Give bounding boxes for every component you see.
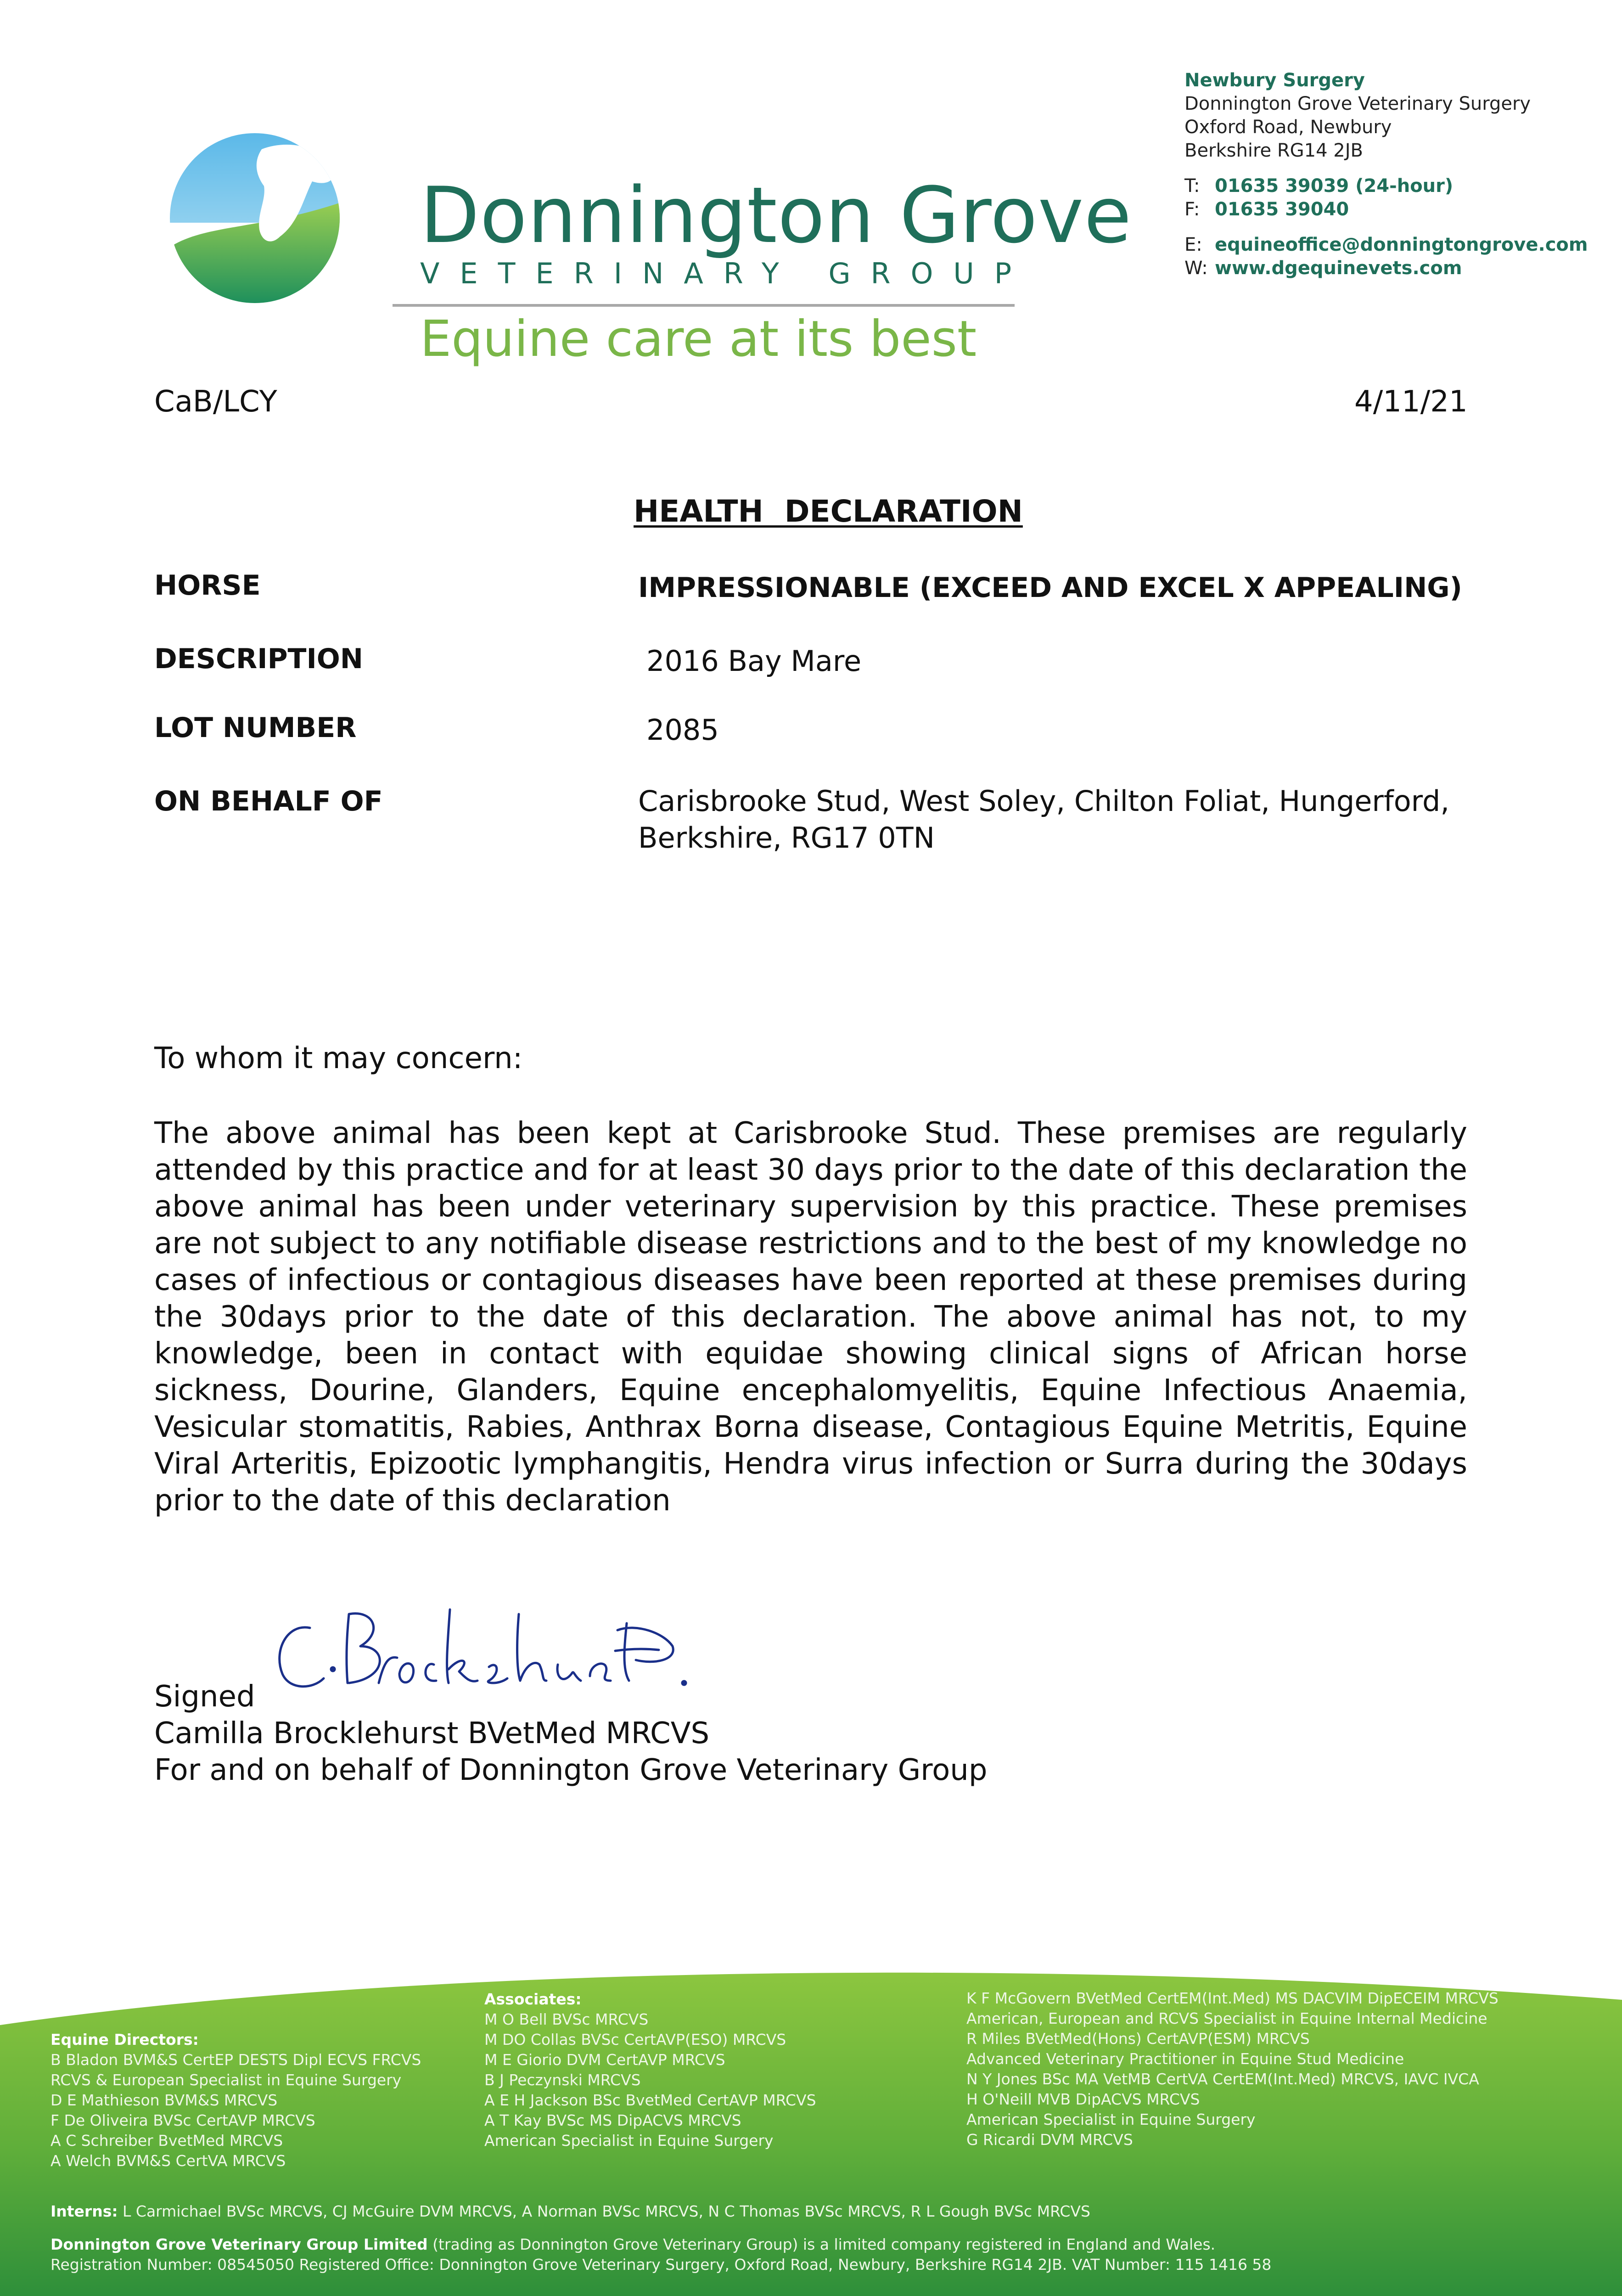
contact-block	[1184, 69, 1598, 280]
associate-line: R Miles BVetMed(Hons) CertAVP(ESM) MRCVS	[966, 2030, 1310, 2048]
director-line: A C Schreiber BvetMed MRCVS	[51, 2132, 283, 2150]
director-line: A Welch BVM&S CertVA MRCVS	[51, 2152, 286, 2170]
brand-subtitle: VETERINARY GROUP	[420, 257, 1032, 290]
footer-more-associates	[966, 1988, 1609, 2150]
associate-line: H O'Neill MVB DipACVS MRCVS	[966, 2090, 1200, 2108]
interns-list: L Carmichael BVSc MRCVS, CJ McGuire DVM MRCVS, A Norman BVSc MRCVS, N C Thomas BVSc MRCVS, R L Gough BVSc MRCVS	[123, 2202, 1090, 2220]
associate-line: American Specialist in Equine Surgery	[484, 2132, 774, 2150]
field-label-on-behalf-of: ON BEHALF OF	[154, 785, 383, 817]
logo-icon	[165, 131, 349, 305]
associate-line: Advanced Veterinary Practitioner in Equine Stud Medicine	[966, 2050, 1404, 2068]
footer-directors	[51, 2030, 464, 2171]
field-label-description: DESCRIPTION	[154, 643, 364, 675]
associate-line: G Ricardi DVM MRCVS	[966, 2131, 1133, 2149]
footer-associates	[484, 1989, 943, 2151]
handwritten-signature	[269, 1596, 709, 1711]
address-line: Donnington Grove Veterinary Surgery	[1184, 93, 1531, 114]
address-line: Oxford Road, Newbury	[1184, 117, 1392, 138]
field-value-description: 2016 Bay Mare	[646, 644, 862, 678]
associate-line: M DO Collas BVSc CertAVP(ESO) MRCVS	[484, 2031, 786, 2048]
document-date: 4/11/21	[1354, 385, 1468, 419]
on-behalf-line: For and on behalf of Donnington Grove Veterinary Group	[154, 1753, 988, 1787]
signatory-name: Camilla Brocklehurst BVetMed MRCVS	[154, 1716, 710, 1750]
director-line: RCVS & European Specialist in Equine Surgery	[51, 2071, 402, 2089]
field-label-lot-number: LOT NUMBER	[154, 712, 357, 744]
associate-line: American, European and RCVS Specialist in Equine Internal Medicine	[966, 2009, 1487, 2027]
salutation: To whom it may concern:	[154, 1041, 523, 1075]
field-value-on-behalf-of: Carisbrooke Stud, West Soley, Chilton Foliat, Hungerford, Berkshire, RG17 0TN	[638, 784, 1450, 855]
surgery-name: Newbury Surgery	[1184, 70, 1365, 91]
field-value-horse: IMPRESSIONABLE (EXCEED AND EXCEL X APPEALING)	[638, 572, 1462, 604]
signed-label: Signed	[154, 1680, 255, 1714]
website-link[interactable]: www.dgequinevets.com	[1215, 258, 1462, 279]
footer-company	[51, 2234, 1588, 2275]
address-line: Berkshire RG14 2JB	[1184, 140, 1363, 161]
director-line: D E Mathieson BVM&S MRCVS	[51, 2091, 278, 2109]
document-title: HEALTH DECLARATION	[634, 494, 1023, 529]
director-line: F De Oliveira BVSc CertAVP MRCVS	[51, 2111, 315, 2129]
fax-line: F: 01635 39040	[1184, 199, 1349, 220]
associate-line: B J Peczynski MRCVS	[484, 2071, 641, 2089]
phone-line: T: 01635 39039 (24-hour)	[1184, 175, 1454, 197]
brand-divider	[393, 304, 1015, 307]
associate-line: N Y Jones BSc MA VetMB CertVA CertEM(Int.Med) MRCVS, IAVC IVCA	[966, 2070, 1479, 2088]
phone-number: 01635 39039 (24-hour)	[1215, 175, 1454, 197]
brand-name: Donnington Grove	[420, 170, 1132, 260]
director-line: B Bladon BVM&S CertEP DESTS Dipl ECVS FRCVS	[51, 2051, 421, 2069]
company-name: Donnington Grove Veterinary Group Limited	[51, 2235, 428, 2253]
email-line: E: equineoffice@donningtongrove.com	[1184, 234, 1588, 255]
associate-line: A T Kay BVSc MS DipACVS MRCVS	[484, 2111, 741, 2129]
footer-interns	[51, 2201, 1588, 2222]
web-line: W: www.dgequinevets.com	[1184, 258, 1462, 279]
declaration-paragraph: The above animal has been kept at Carisbrooke Stud. These premises are regularly attended by this practice and for at least 30 days prior to the date of this declaration the above animal has been under veterinary supervision by this practice. These premises are not subject to any notifiable disease restrictions and to the best of my knowledge no cases of infectious or contagious diseases have been reported at these premises during the 30days prior to the date of this declaration. The above animal has not, to my knowledge, been in contact with equidae showing clinical signs of African horse sickness, Dourine, Glanders, Equine encephalomyelitis, Equine Infectious Anaemia, Vesicular stomatitis, Rabies, Anthrax Borna disease, Contagious Equine Metritis, Equine Viral Arteritis, Epizootic lymphangitis, Hendra virus infection or Surra during the 30days prior to the date of this declaration	[154, 1116, 1467, 1518]
interns-title: Interns:	[51, 2202, 118, 2220]
field-label-horse: HORSE	[154, 569, 261, 602]
reference-code: CaB/LCY	[154, 385, 277, 419]
associate-line: K F McGovern BVetMed CertEM(Int.Med) MS DACVIM DipECEIM MRCVS	[966, 1989, 1499, 2007]
directors-title: Equine Directors:	[51, 2031, 199, 2048]
associate-line: M O Bell BVSc MRCVS	[484, 2010, 649, 2028]
email-link[interactable]: equineoffice@donningtongrove.com	[1215, 234, 1588, 255]
company-line: (trading as Donnington Grove Veterinary Group) is a limited company registered in England and Wales.	[432, 2235, 1216, 2253]
associate-line: American Specialist in Equine Surgery	[966, 2110, 1256, 2128]
associate-line: A E H Jackson BSc BvetMed CertAVP MRCVS	[484, 2091, 816, 2109]
brand-tagline: Equine care at its best	[420, 310, 977, 368]
registration-line: Registration Number: 08545050 Registered Office: Donnington Grove Veterinary Surgery, Oxford Road, Newbury, Berkshire RG14 2JB. VAT Number: 115 1416 58	[51, 2256, 1272, 2273]
associates-title: Associates:	[484, 1990, 582, 2008]
field-value-lot-number: 2085	[646, 713, 719, 747]
fax-number: 01635 39040	[1215, 199, 1349, 220]
associate-line: M E Giorio DVM CertAVP MRCVS	[484, 2051, 725, 2069]
